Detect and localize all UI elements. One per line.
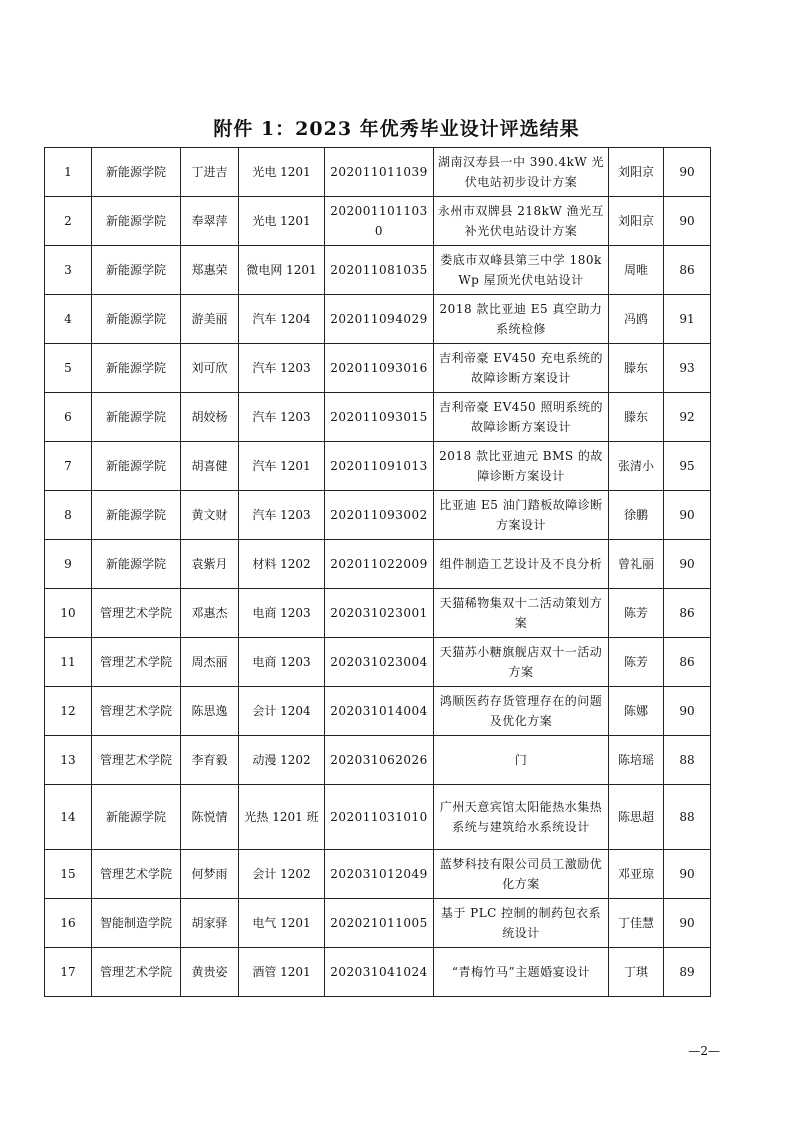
cell-student-name: 黄贵姿 [181, 948, 239, 997]
cell-student-name: 陈悦情 [181, 785, 239, 850]
cell-college: 新能源学院 [92, 295, 181, 344]
cell-college: 新能源学院 [92, 344, 181, 393]
table-row [45, 246, 711, 295]
cell-student-name: 李育毅 [181, 736, 239, 785]
table-row [45, 491, 711, 540]
cell-advisor: 陈培瑶 [609, 736, 664, 785]
cell-class: 电气 1201 [239, 899, 325, 948]
cell-college: 管理艺术学院 [92, 948, 181, 997]
cell-class: 酒管 1201 [239, 948, 325, 997]
table-row [45, 197, 711, 246]
cell-class: 光电 1201 [239, 197, 325, 246]
page-title: 附件 1：2023 年优秀毕业设计评选结果 [213, 118, 580, 140]
cell-score: 91 [664, 295, 711, 344]
table-row [45, 948, 711, 997]
cell-topic: 鸿顺医药存货管理存在的问题及优化方案 [434, 687, 609, 736]
cell-topic: 蓝梦科技有限公司员工激励优化方案 [434, 850, 609, 899]
cell-number: 14 [45, 785, 92, 850]
cell-topic: 基于 PLC 控制的制药包衣系统设计 [434, 899, 609, 948]
cell-score: 90 [664, 491, 711, 540]
cell-college: 新能源学院 [92, 197, 181, 246]
cell-advisor: 周唯 [609, 246, 664, 295]
cell-score: 95 [664, 442, 711, 491]
cell-score: 90 [664, 540, 711, 589]
cell-advisor: 丁佳慧 [609, 899, 664, 948]
cell-score: 90 [664, 850, 711, 899]
cell-topic: “青梅竹马”主题婚宴设计 [434, 948, 609, 997]
cell-college: 智能制造学院 [92, 899, 181, 948]
cell-student-name: 邓惠杰 [181, 589, 239, 638]
cell-advisor: 滕东 [609, 393, 664, 442]
cell-advisor: 邓亚琼 [609, 850, 664, 899]
results-table [44, 147, 711, 997]
cell-score: 90 [664, 899, 711, 948]
cell-student-name: 刘可欣 [181, 344, 239, 393]
cell-college: 新能源学院 [92, 148, 181, 197]
table-body [45, 148, 711, 997]
cell-advisor: 刘阳京 [609, 148, 664, 197]
cell-score: 93 [664, 344, 711, 393]
cell-class: 会计 1204 [239, 687, 325, 736]
cell-college: 新能源学院 [92, 540, 181, 589]
cell-score: 89 [664, 948, 711, 997]
cell-college: 管理艺术学院 [92, 589, 181, 638]
cell-class: 会计 1202 [239, 850, 325, 899]
cell-score: 92 [664, 393, 711, 442]
cell-number: 2 [45, 197, 92, 246]
cell-score: 90 [664, 197, 711, 246]
cell-number: 9 [45, 540, 92, 589]
cell-class: 光热 1201 班 [239, 785, 325, 850]
cell-college: 新能源学院 [92, 393, 181, 442]
cell-score: 86 [664, 589, 711, 638]
cell-score: 88 [664, 785, 711, 850]
cell-number: 5 [45, 344, 92, 393]
cell-college: 新能源学院 [92, 491, 181, 540]
cell-number: 17 [45, 948, 92, 997]
cell-student-id: 202011094029 [325, 295, 434, 344]
cell-student-name: 奉翠萍 [181, 197, 239, 246]
cell-class: 电商 1203 [239, 589, 325, 638]
cell-college: 新能源学院 [92, 246, 181, 295]
cell-student-id: 202031012049 [325, 850, 434, 899]
cell-topic: 门 [434, 736, 609, 785]
table-row [45, 295, 711, 344]
cell-student-id: 2020011011030 [325, 197, 434, 246]
cell-student-id: 202011081035 [325, 246, 434, 295]
cell-class: 材料 1202 [239, 540, 325, 589]
cell-number: 11 [45, 638, 92, 687]
table-row [45, 589, 711, 638]
cell-college: 管理艺术学院 [92, 687, 181, 736]
cell-number: 6 [45, 393, 92, 442]
cell-student-name: 胡家驿 [181, 899, 239, 948]
cell-student-name: 何梦雨 [181, 850, 239, 899]
cell-student-id: 202031062026 [325, 736, 434, 785]
cell-class: 汽车 1201 [239, 442, 325, 491]
cell-advisor: 陈娜 [609, 687, 664, 736]
cell-topic: 湖南汉寿县一中 390.4kW 光伏电站初步设计方案 [434, 148, 609, 197]
cell-number: 7 [45, 442, 92, 491]
cell-advisor: 滕东 [609, 344, 664, 393]
cell-advisor: 陈芳 [609, 589, 664, 638]
cell-number: 16 [45, 899, 92, 948]
cell-topic: 比亚迪 E5 油门踏板故障诊断方案设计 [434, 491, 609, 540]
cell-class: 汽车 1203 [239, 393, 325, 442]
cell-student-name: 丁进吉 [181, 148, 239, 197]
cell-score: 90 [664, 148, 711, 197]
cell-student-id: 202011011039 [325, 148, 434, 197]
cell-class: 电商 1203 [239, 638, 325, 687]
cell-number: 13 [45, 736, 92, 785]
cell-class: 动漫 1202 [239, 736, 325, 785]
cell-score: 86 [664, 638, 711, 687]
cell-student-id: 202011093016 [325, 344, 434, 393]
cell-student-name: 胡喜健 [181, 442, 239, 491]
table-row [45, 540, 711, 589]
cell-advisor: 刘阳京 [609, 197, 664, 246]
table-row [45, 850, 711, 899]
cell-score: 88 [664, 736, 711, 785]
cell-topic: 广州天意宾馆太阳能热水集热系统与建筑给水系统设计 [434, 785, 609, 850]
page-number: —2— [688, 1044, 720, 1058]
cell-student-id: 202031041024 [325, 948, 434, 997]
cell-topic: 吉利帝豪 EV450 照明系统的故障诊断方案设计 [434, 393, 609, 442]
cell-student-name: 陈思逸 [181, 687, 239, 736]
cell-class: 汽车 1203 [239, 491, 325, 540]
cell-topic: 2018 款比亚迪元 BMS 的故障诊断方案设计 [434, 442, 609, 491]
cell-student-id: 202011031010 [325, 785, 434, 850]
cell-student-id: 202011091013 [325, 442, 434, 491]
cell-topic: 2018 款比亚迪 E5 真空助力系统检修 [434, 295, 609, 344]
table-row [45, 687, 711, 736]
cell-number: 8 [45, 491, 92, 540]
cell-number: 10 [45, 589, 92, 638]
cell-topic: 娄底市双峰县第三中学 180kWp 屋顶光伏电站设计 [434, 246, 609, 295]
cell-class: 汽车 1203 [239, 344, 325, 393]
cell-college: 管理艺术学院 [92, 638, 181, 687]
cell-advisor: 徐鹏 [609, 491, 664, 540]
cell-student-id: 202031023004 [325, 638, 434, 687]
cell-number: 1 [45, 148, 92, 197]
cell-advisor: 丁琪 [609, 948, 664, 997]
cell-student-id: 202011093002 [325, 491, 434, 540]
table-row [45, 148, 711, 197]
cell-class: 汽车 1204 [239, 295, 325, 344]
cell-student-id: 202011093015 [325, 393, 434, 442]
cell-student-id: 202021011005 [325, 899, 434, 948]
cell-number: 15 [45, 850, 92, 899]
cell-advisor: 张清小 [609, 442, 664, 491]
cell-topic: 天猫苏小糖旗舰店双十一活动方案 [434, 638, 609, 687]
cell-student-id: 202011022009 [325, 540, 434, 589]
cell-student-name: 袁紫月 [181, 540, 239, 589]
table-row [45, 344, 711, 393]
cell-number: 3 [45, 246, 92, 295]
table-row [45, 393, 711, 442]
cell-student-name: 周杰丽 [181, 638, 239, 687]
cell-student-id: 202031014004 [325, 687, 434, 736]
table-row [45, 638, 711, 687]
cell-college: 管理艺术学院 [92, 850, 181, 899]
cell-number: 12 [45, 687, 92, 736]
table-row [45, 899, 711, 948]
cell-topic: 天猫稀物集双十二活动策划方案 [434, 589, 609, 638]
cell-advisor: 曾礼丽 [609, 540, 664, 589]
cell-topic: 吉利帝豪 EV450 充电系统的故障诊断方案设计 [434, 344, 609, 393]
cell-topic: 组件制造工艺设计及不良分析 [434, 540, 609, 589]
cell-student-name: 黄文财 [181, 491, 239, 540]
cell-score: 86 [664, 246, 711, 295]
cell-advisor: 陈思超 [609, 785, 664, 850]
cell-class: 光电 1201 [239, 148, 325, 197]
cell-class: 微电网 1201 [239, 246, 325, 295]
cell-advisor: 冯鸥 [609, 295, 664, 344]
cell-student-name: 胡姣杨 [181, 393, 239, 442]
cell-college: 新能源学院 [92, 785, 181, 850]
cell-student-id: 202031023001 [325, 589, 434, 638]
table-row [45, 442, 711, 491]
table-row [45, 736, 711, 785]
cell-topic: 永州市双牌县 218kW 渔光互补光伏电站设计方案 [434, 197, 609, 246]
cell-number: 4 [45, 295, 92, 344]
cell-student-name: 郑惠荣 [181, 246, 239, 295]
table-row [45, 785, 711, 850]
cell-student-name: 游美丽 [181, 295, 239, 344]
cell-college: 新能源学院 [92, 442, 181, 491]
cell-advisor: 陈芳 [609, 638, 664, 687]
cell-college: 管理艺术学院 [92, 736, 181, 785]
cell-score: 90 [664, 687, 711, 736]
